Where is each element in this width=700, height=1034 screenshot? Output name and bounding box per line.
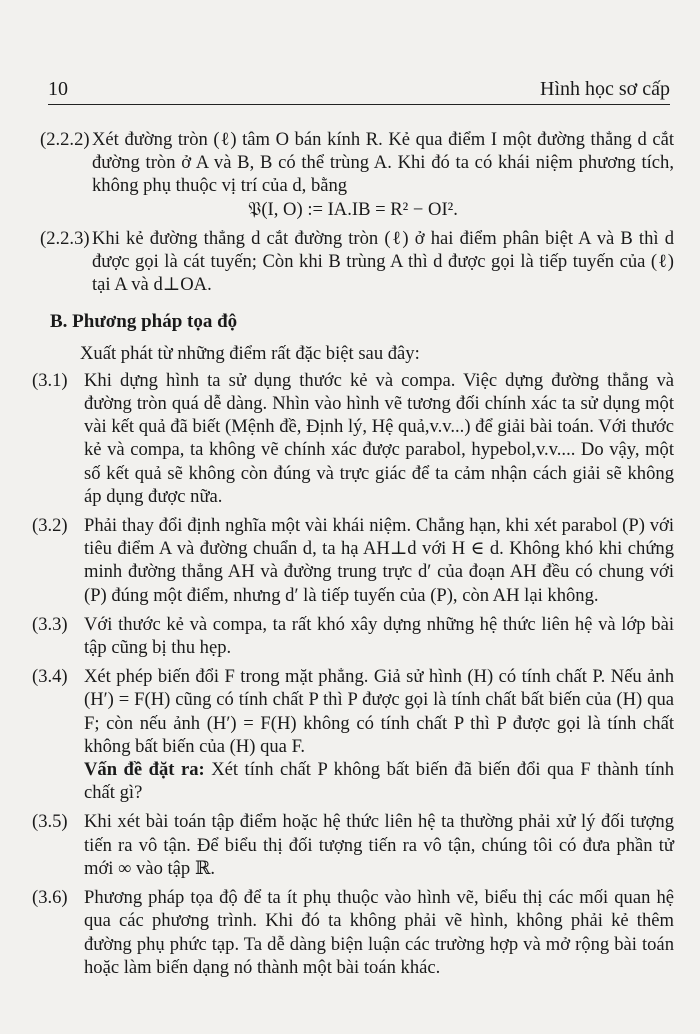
- item-3-1: [32, 369, 674, 508]
- item-3-3: [32, 613, 674, 659]
- item-label: (3.1): [32, 369, 68, 391]
- item-2-2-2: [40, 128, 674, 221]
- item-text: Khi xét bài toán tập điểm hoặc hệ thức liên hệ ta thường phải xử lý đối tượng tiến ra vô tận. Để biểu thị đối tượng tiến ra vô tận, chúng tôi có đưa phần tử mới ∞ vào tập ℝ.: [84, 811, 674, 879]
- item-2-2-3: [40, 227, 674, 297]
- item-3-2: [32, 514, 674, 607]
- item-3-5: [32, 810, 674, 880]
- item-label: (3.6): [32, 887, 68, 909]
- problem-text: Xét tính chất P không bất biến đã biến đổi qua F thành tính chất gì?: [84, 759, 674, 804]
- item-label: (3.2): [32, 515, 68, 537]
- power-of-point-formula: 𝔓(I, O) := IA.IB = R² − OI².: [248, 198, 458, 220]
- item-text: Khi dựng hình ta sử dụng thước kẻ và compa. Việc dựng đường thẳng và đường tròn quá dễ dàng. Nhìn vào hình vẽ tương đối chính xác ta sử dụng một vài kết quả đã biết (Mệnh đề, Định lý, Hệ quả,v.v...) để giải bài toán. Với thước kẻ và compa, ta không vẽ chính xác được parabol, hypebol,v.v.... Do vậy, một số kết quả sẽ không còn đúng và trực giác để ta cảm nhận cách giải sẽ không áp dụng được nữa.: [84, 369, 674, 507]
- item-3-6: [32, 886, 674, 979]
- item-label: (3.3): [32, 613, 68, 635]
- item-label: (2.2.3): [40, 227, 90, 249]
- page-header: [48, 78, 670, 105]
- item-label: (2.2.2): [40, 129, 90, 150]
- item-label: (3.5): [32, 811, 68, 833]
- item-3-4: [32, 665, 674, 804]
- problem-label: Vấn đề đặt ra:: [84, 759, 205, 781]
- page-content: [32, 128, 674, 985]
- section-title: B. Phương pháp tọa độ: [50, 311, 238, 333]
- item-text: Phải thay đổi định nghĩa một vài khái niệm. Chẳng hạn, khi xét parabol (P) với tiêu điểm A và đường chuẩn d, ta hạ AH⊥d với H ∈ d. Không khó khi chứng minh đường thẳng AH và đường trung trực d′ của đoạn AH đều có chung với (P) đúng một điểm, nhưng d′ là tiếp tuyến của (P), còn AH lại không.: [84, 515, 674, 606]
- item-text: Khi kẻ đường thẳng d cắt đường tròn (ℓ) ở hai điểm phân biệt A và B thì d được gọi là cát tuyến; Còn khi B trùng A thì d được gọi là tiếp tuyến của (ℓ) tại A và d⊥OA.: [92, 227, 674, 296]
- page-number: 10: [48, 78, 68, 100]
- item-text: Với thước kẻ và compa, ta rất khó xây dựng những hệ thức liên hệ và lớp bài tập cũng bị thu hẹp.: [84, 613, 674, 659]
- item-label: (3.4): [32, 666, 68, 688]
- item-text: Xét phép biến đổi F trong mặt phẳng. Giả sử hình (H) có tính chất P. Nếu ảnh (H′) = F(H) cũng có tính chất P thì P được gọi là tính chất bất biến của (H) qua F; còn nếu ảnh (H′) = F(H) không có tính chất P thì P được gọi là tính chất không bất biến của (H) qua F.: [84, 666, 674, 757]
- item-text: Phương pháp tọa độ để ta ít phụ thuộc vào hình vẽ, biểu thị các mối quan hệ qua các phương trình. Khi đó ta không phải vẽ hình, không phải kẻ thêm đường phụ phức tạp. Ta dễ dàng biện luận các trường hợp và mở rộng bài toán hoặc làm biến dạng nó thành một bài toán khác.: [84, 887, 674, 978]
- running-title: Hình học sơ cấp: [540, 78, 670, 100]
- item-text: Xét đường tròn (ℓ) tâm O bán kính R. Kẻ qua điểm I một đường thẳng d cắt đường tròn ở A và B, B có thể trùng A. Khi đó ta có khái niệm phương tích, không phụ thuộc vị trí của d, bằng: [92, 129, 674, 197]
- section-intro: Xuất phát từ những điểm rất đặc biệt sau đây:: [80, 342, 420, 364]
- problem-statement: [84, 758, 674, 804]
